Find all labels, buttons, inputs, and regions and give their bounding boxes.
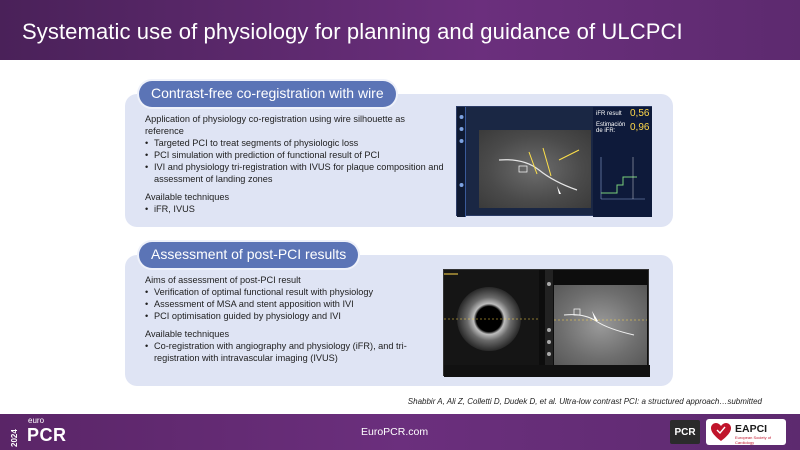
year-label: 2024: [10, 429, 19, 447]
bullet-item: • Verification of optimal functional result with physiology: [145, 286, 435, 298]
section-intro: Application of physiology co-registration using wire silhouette as reference: [145, 114, 405, 136]
coregistration-image: [456, 106, 652, 216]
bullet-item: • Targeted PCI to treat segments of physiologic loss: [145, 137, 445, 149]
ifr-estimate-value: 0,96: [630, 122, 650, 133]
viewer-toolbar: [545, 270, 553, 377]
technique-item: • Co-registration with angiography and physiology (iFR), and tri-registration with intravascular imaging (IVUS): [145, 340, 435, 364]
eapci-text: EAPCI: [735, 423, 768, 435]
ifr-result-value: 0,56: [630, 108, 650, 119]
vessel-coregistration-overlay: [479, 130, 591, 208]
bullet-list: [145, 286, 435, 322]
techniques-label: Available techniques: [145, 192, 230, 202]
techniques-list: [145, 340, 435, 364]
bullet-item: • IVI and physiology tri-registration with IVUS for plaque composition and assessment of landing zones: [145, 161, 445, 185]
bullet-list: [145, 137, 445, 185]
logo-euro-text: euro: [28, 416, 45, 425]
logo-pcr-text: PCR: [27, 425, 67, 445]
techniques-label: Available techniques: [145, 329, 230, 339]
ifr-readout-panel: [593, 107, 652, 217]
angiography-view: [479, 130, 591, 208]
ifr-estimate-label: Estimación de iFR:: [596, 122, 626, 134]
section-intro: Aims of assessment of post-PCI result: [145, 275, 301, 285]
section-body-coregistration: [145, 113, 445, 215]
viewer-bottom-bar: [444, 365, 650, 377]
eapci-heart-icon: [709, 421, 733, 443]
viewer-toolbar-icons: [545, 270, 553, 377]
eapci-subtitle: European Society of Cardiology: [735, 435, 772, 445]
website-link[interactable]: EuroPCR.com: [361, 426, 429, 438]
pcr-logo: PCR: [670, 420, 700, 444]
citation: Shabbir A, Ali Z, Colletti D, Dudek D, et al. Ultra-low contrast PCI: a structured approach…submitted: [407, 397, 762, 406]
image-toolbar: [457, 107, 466, 217]
ifr-result-label: iFR result: [596, 111, 622, 117]
eapci-logo: [706, 419, 786, 445]
angiography-view: [554, 285, 647, 365]
header-bar: [0, 0, 800, 60]
vessel-overlay: [554, 285, 647, 365]
technique-item: • iFR, IVUS: [145, 203, 445, 215]
bullet-item: • PCI optimisation guided by physiology and IVI: [145, 310, 435, 322]
page-title: Systematic use of physiology for planning and guidance of ULCPCI: [22, 19, 683, 44]
section-title-post-pci: Assessment of post-PCI results: [139, 242, 358, 268]
tri-registration-image: [443, 269, 649, 376]
techniques-list: [145, 203, 445, 215]
ivus-overlay: [444, 270, 539, 377]
toolbar-icons: [457, 107, 466, 217]
section-body-post-pci: [145, 274, 435, 364]
ivus-view: [444, 270, 539, 377]
bullet-item: • Assessment of MSA and stent apposition with IVI: [145, 298, 435, 310]
ifr-pullback-graph: [593, 137, 652, 217]
section-title-coregistration: Contrast-free co-registration with wire: [139, 81, 396, 107]
bullet-item: • PCI simulation with prediction of functional result of PCI: [145, 149, 445, 161]
